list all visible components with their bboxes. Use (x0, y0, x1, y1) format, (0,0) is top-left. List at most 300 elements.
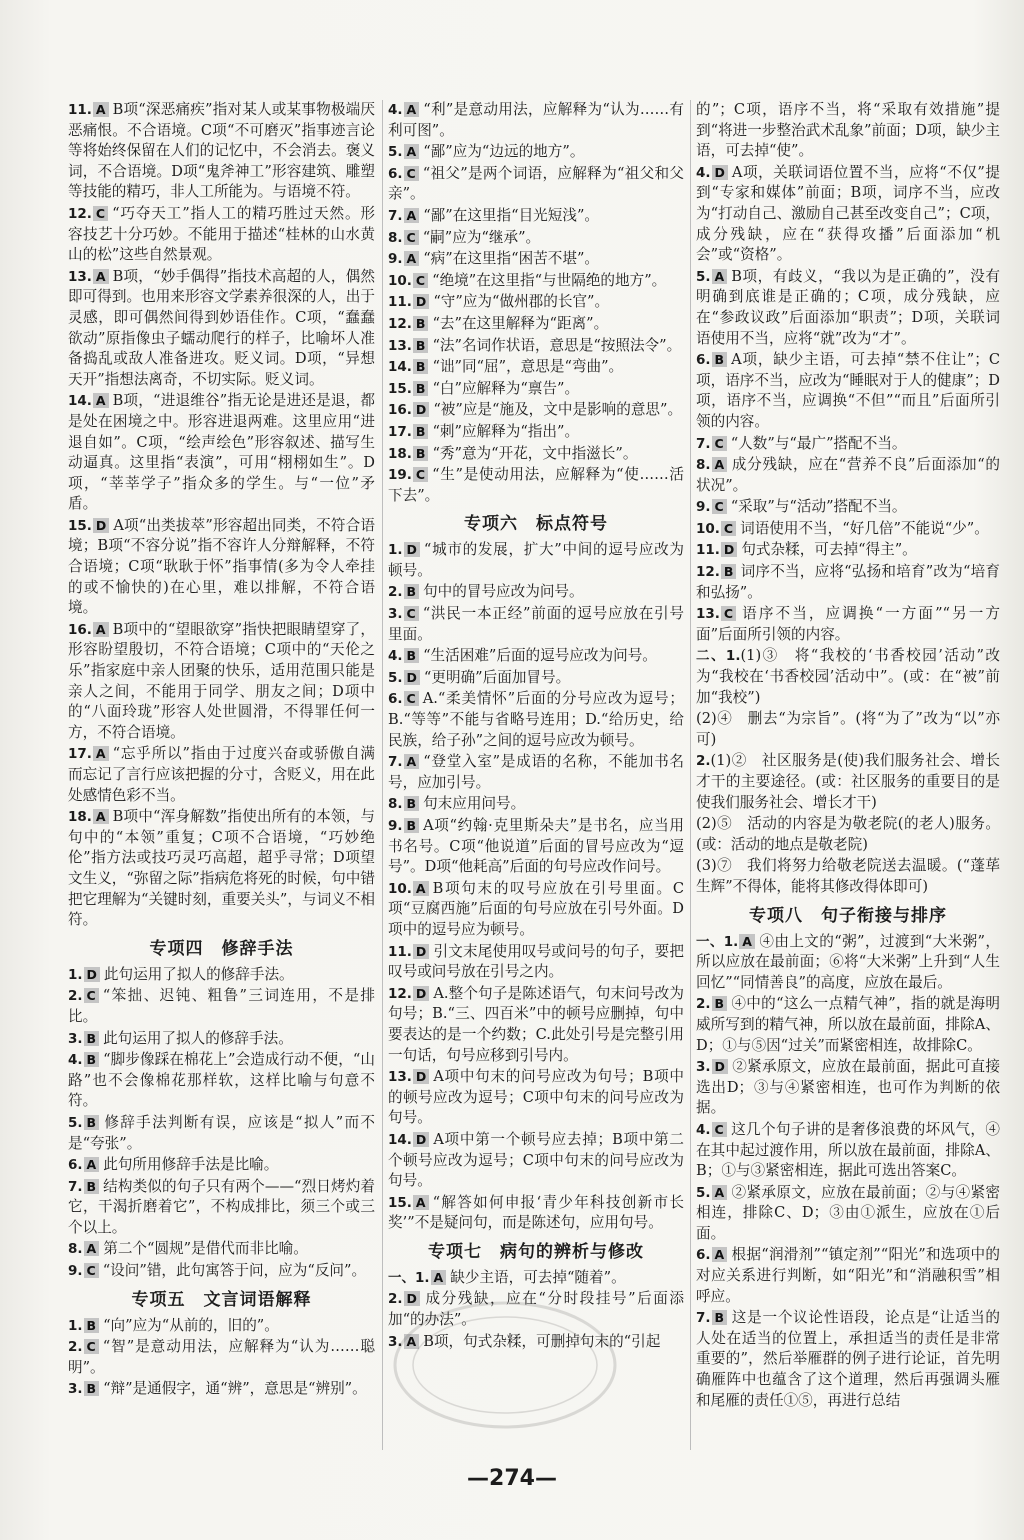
answer-choice: C (721, 521, 736, 536)
item-number: 一、1. (696, 933, 739, 950)
answer-item (388, 752, 684, 793)
item-number: 12. (696, 564, 720, 581)
explanation-text: “洪民一本正经”前面的逗号应放在引号里面。 (388, 605, 684, 643)
explanation-text: “守”应为“做州郡的长官”。 (433, 293, 610, 311)
explanation-text: 语序不当，应调换“一方面”“另一方面”后面所引领的内容。 (696, 605, 1000, 643)
explanation-text: 根据“润滑剂”“镇定剂”“阳光”和选项中的对应关系进行判断，如“阳光”和“消融积雪”相呼应。 (696, 1246, 1000, 1305)
item-number: 8. (696, 457, 711, 474)
explanation-text: 缺少主语，可去掉“随着”。 (450, 1268, 626, 1286)
answer-item (388, 422, 684, 443)
explanation-text: “设问”错，此句寓答于问，应为“反问”。 (102, 1262, 367, 1280)
item-number: 二、1. (696, 648, 741, 665)
explanation-text: 此句运用了拟人的修辞手法。 (103, 1029, 293, 1047)
item-number: 13. (388, 1069, 412, 1086)
item-number: 6. (388, 165, 403, 182)
item-number: 9. (388, 818, 403, 834)
answer-choice: B (404, 796, 420, 811)
explanation-text: 词语使用不当，“好几倍”不能说“少”。 (740, 519, 989, 537)
explanation-text: 修辞手法判断有误，应该是“拟人”而不是“夸张”。 (68, 1113, 375, 1152)
item-number: 1. (68, 1317, 83, 1334)
item-number: 19. (388, 467, 412, 484)
section-title: 专项五 文言词语解释 (131, 1289, 312, 1310)
answer-choice: B (413, 424, 429, 439)
answer-item (68, 744, 375, 806)
explanation-text: “向”应为“从前的，旧的”。 (103, 1316, 279, 1334)
answer-choice: C (721, 606, 736, 621)
item-number: 15. (388, 1194, 412, 1211)
item-number: 18. (68, 809, 92, 826)
answer-item (388, 540, 684, 581)
explanation-text: “脚步像踩在棉花上”会造成行动不便，“山路”也不会像棉花那样软，这样比喻与句意不符。 (68, 1051, 375, 1110)
item-number: 8. (388, 796, 403, 813)
item-number: 8. (388, 229, 403, 246)
answer-item (68, 516, 375, 619)
item-number: 2. (696, 753, 711, 770)
answer-item (388, 689, 684, 751)
answer-item (388, 379, 684, 400)
answer-item (68, 1050, 375, 1112)
column-right (696, 100, 1000, 1412)
explanation-text: “诎”同“屈”，意思是“弯曲”。 (432, 358, 624, 376)
explanation-text: “刺”应解释为“指出”。 (432, 422, 580, 440)
answer-item (388, 879, 684, 941)
answer-item (388, 942, 684, 983)
answer-item (68, 620, 375, 744)
explanation-text: “法”名词作状语，意思是“按照法令”。 (432, 336, 682, 354)
item-number: 4. (696, 1121, 711, 1138)
explanation-text: B项，句式杂糅，可删掉句末的“引起 (423, 1332, 661, 1350)
answer-choice: A (93, 622, 109, 637)
item-number: 一、1. (388, 1269, 430, 1286)
item-number: 3. (388, 606, 403, 623)
answer-choice: C (404, 691, 419, 706)
answer-item (696, 1183, 1000, 1245)
explanation-text: “采取”与“活动”搭配不当。 (730, 498, 907, 516)
item-number: 18. (388, 445, 412, 462)
answer-choice: A (404, 1334, 420, 1349)
answer-choice: B (84, 1318, 100, 1333)
answer-item (388, 249, 684, 270)
answer-item (696, 540, 1000, 561)
explanation-text: A项中第一个顿号应去掉；B项中第二个顿号应改为逗号；C项中句末的问号应改为句号。 (388, 1130, 684, 1190)
answer-item (68, 965, 375, 986)
answer-item (68, 100, 375, 203)
explanation-text: B项，有歧义，“我以为是正确的”，没有明确到底谁是正确的；C项，成分残缺，应在“参政议政”后面添加“职责”；D项，关联词语使用不当，应将“就”改为“才”。 (696, 267, 1000, 347)
item-number: 13. (68, 268, 92, 285)
explanation-text: “更明确”后面加冒号。 (423, 668, 571, 686)
answer-item (68, 1155, 375, 1176)
answer-item (388, 357, 684, 378)
answer-item (696, 751, 1000, 813)
answer-item (388, 336, 684, 357)
answer-item (388, 271, 684, 292)
item-number: 11. (388, 294, 412, 311)
explanation-text: 句末应用问号。 (423, 795, 526, 813)
answer-item (388, 465, 684, 506)
item-number: 13. (696, 606, 720, 623)
answer-item (696, 932, 1000, 994)
item-number: 2. (388, 1291, 403, 1308)
answer-item (68, 1029, 375, 1050)
section-title: 专项八 句子衔接与排序 (749, 905, 947, 926)
answer-choice: C (84, 1263, 99, 1278)
item-number: 5. (388, 669, 403, 686)
answer-choice: B (84, 1381, 100, 1396)
answer-choice: C (404, 606, 419, 621)
item-number: 13. (388, 337, 412, 354)
answer-choice: C (413, 273, 428, 288)
answer-item (68, 391, 375, 515)
explanation-text: “登堂入室”是成语的名称，不能加书名号，应加引号。 (388, 753, 684, 791)
answer-choice: A (712, 269, 728, 284)
explanation-text: A.“柔美情怀”后面的分号应改为逗号；B.“等等”不能与省略号连用；D.“给历史，给民族，给子孙”之间的逗号应改为顿号。 (388, 690, 684, 749)
answer-item (696, 646, 1000, 708)
answer-choice: B (712, 352, 728, 367)
answer-item (696, 1120, 1000, 1182)
explanation-text: A项，关联词语位置不当，应将“不仅”提到“专家和媒体”前面；B项，词序不当，应改为“打动自己、激励自己甚至改变自己”；C项，成分残缺，应在“获得攻播”后面添加“机会”或“资格”。 (696, 163, 1000, 264)
answer-item (388, 142, 684, 163)
explanation-text: “巧夺天工”指人工的精巧胜过天然。形容技艺十分巧妙。不能用于描述“桂林的山水黄山的松”这些自然景观。 (68, 204, 375, 264)
answer-choice: D (712, 165, 728, 180)
answer-item (68, 1316, 375, 1337)
answer-item (68, 986, 375, 1027)
answer-choice: B (413, 316, 429, 331)
explanation-text: “秀”意为“开花，文中指滋长”。 (432, 444, 638, 462)
answer-choice: B (84, 1179, 100, 1194)
answer-item (388, 100, 684, 141)
explanation-text: “嗣”应为“继承”。 (422, 228, 541, 246)
answer-choice: A (413, 1195, 429, 1210)
answer-item (696, 267, 1000, 349)
item-number: 11. (388, 943, 412, 960)
item-number: 15. (68, 517, 92, 534)
explanation-text: 这几个句子讲的是奢侈浪费的坏风气，④在其中起过渡作用，所以放在最前面，排除A、B；①与③紧密相连，据此可选出答案C。 (696, 1120, 1000, 1180)
item-number: 16. (388, 402, 412, 419)
section-title: 专项六 标点符号 (464, 514, 608, 535)
column-divider (382, 100, 383, 1450)
item-number: 4. (68, 1052, 83, 1069)
answer-item (388, 604, 684, 645)
answer-item (388, 444, 684, 465)
answer-item (68, 1177, 375, 1239)
answer-choice: C (413, 467, 428, 482)
answer-choice: A (431, 1270, 447, 1285)
explanation-text: “利”是意动用法，应解释为“认为……有利可图”。 (388, 101, 684, 139)
answer-choice: C (404, 230, 419, 245)
answer-item (388, 292, 684, 313)
answer-choice: B (712, 1310, 728, 1325)
answer-item (696, 519, 1000, 540)
page-number: —274— (467, 1466, 557, 1491)
answer-choice: A (93, 269, 109, 284)
answer-choice: B (413, 381, 429, 396)
answer-item (696, 1057, 1000, 1119)
explanation-text: A.整个句子是陈述语气，句末问号改为句号；B.“三、四百米”中的顿号应删掉，句中要表达的是一个约数；C.此处引号是完整引用一句话，句号应移到引号内。 (388, 984, 684, 1064)
answer-choice: C (93, 206, 108, 221)
answer-choice: D (413, 986, 429, 1001)
answer-choice: A (93, 393, 109, 408)
answer-item (696, 455, 1000, 496)
explanation-text: (2)⑤ 活动的内容是为敬老院(的老人)服务。(或：活动的地点是敬老院) (696, 815, 1000, 853)
answer-choice: B (721, 564, 737, 579)
item-number: 14. (388, 1131, 412, 1148)
item-number: 3. (68, 1381, 83, 1398)
item-number: 10. (388, 880, 412, 897)
item-number: 14. (68, 393, 92, 410)
explanation-text: B项中“浑身解数”指使出所有的本领，与句中的“本领”重复；C项不合语境，“巧妙绝伦”指方法或技巧灵巧高超，超乎寻常；D项望文生义，“弥留之际”指病危将死的时候，句中错把它理解为“关键时刻，重要关头”，与词义不相符。 (68, 808, 375, 929)
answer-choice: D (413, 1069, 429, 1084)
item-number: 7. (68, 1178, 83, 1195)
answer-item (696, 709, 1000, 750)
answer-item (696, 562, 1000, 603)
answer-item (68, 1261, 375, 1282)
item-number: 5. (696, 268, 711, 285)
answer-choice: D (404, 542, 420, 557)
answer-item (68, 1113, 375, 1154)
answer-choice: D (413, 1132, 429, 1147)
column-middle (388, 100, 684, 1353)
explanation-text: “人数”与“最广”搭配不当。 (730, 434, 907, 452)
answer-item (696, 100, 1000, 162)
watermark-seal (380, 1290, 630, 1440)
answer-choice: D (413, 402, 429, 417)
answer-item (696, 856, 1000, 897)
explanation-text: “生活困难”后面的逗号应改为问号。 (423, 647, 657, 665)
explanation-text: “解答如何申报‘青少年科技创新市长奖’”不是疑问句，而是陈述句，应用句号。 (388, 1193, 684, 1232)
answer-item (68, 267, 375, 391)
answer-choice: B (84, 1115, 100, 1130)
answer-choice: A (93, 102, 109, 117)
item-number: 2. (68, 988, 83, 1005)
answer-choice: D (712, 1059, 728, 1074)
section-title: 专项七 病句的辨析与修改 (428, 1241, 644, 1262)
answer-choice: A (84, 1157, 100, 1172)
answer-choice: B (84, 1052, 100, 1067)
column-divider (690, 100, 691, 1450)
answer-item (388, 582, 684, 603)
explanation-text: ②紧承原文，应放在最前面，据此可直接选出D；③与④紧密相连，也可作为判断的依据。 (696, 1058, 1000, 1117)
answer-item (388, 646, 684, 667)
item-number: 5. (696, 1184, 711, 1201)
explanation-text: ④由上文的“粥”，过渡到“大米粥”，所以应放在最前面；⑥将“大米粥”上升到“人生回忆”“同情善良”的高度，应放在最后。 (696, 932, 1000, 991)
explanation-text: ④中的“这么一点精气神”，指的就是海明威所写到的精气神，所以放在最前面，排除A、D；①与⑤因“过关”而紧密相连，故排除C。 (696, 995, 1000, 1054)
item-number: 2. (388, 584, 403, 601)
explanation-text: “病”在这里指“困苦不堪”。 (423, 250, 600, 268)
answer-choice: C (84, 1339, 99, 1354)
explanation-text: 此句运用了拟人的修辞手法。 (103, 965, 294, 983)
item-number: 6. (696, 1247, 711, 1264)
answer-choice: B (712, 996, 728, 1011)
answer-item (388, 1193, 684, 1234)
item-number: 10. (388, 272, 412, 289)
explanation-text: B项“深恶痛疾”指对某人或某事物极端厌恶痛恨。不合语境。C项“不可磨灭”指事迹言论等将始终保留在人们的记忆中，不会消去。褒义词，不合语境。D项“鬼斧神工”形容建筑、雕塑等技能的精巧，非人工所能为。与语境不符。 (68, 101, 375, 201)
explanation-text: “被”应是“施及，文中是影响的意思”。 (433, 401, 683, 419)
answer-choice: A (404, 754, 420, 769)
answer-item (68, 807, 375, 931)
item-number: 11. (68, 102, 92, 118)
explanation-text: “辩”是通假字，通“辨”，意思是“辨别”。 (103, 1380, 367, 1398)
item-number: 14. (388, 359, 412, 376)
item-number: 3. (68, 1030, 83, 1047)
answer-item (696, 1245, 1000, 1307)
answer-item (696, 814, 1000, 855)
explanation-text: “祖父”是两个词语，应解释为“祖父和父亲”。 (388, 164, 684, 203)
explanation-text: (3)⑦ 我们将努力给敬老院送去温暖。(“蓬荜生辉”不得体，能将其修改得体即可) (696, 857, 1000, 895)
explanation-text: (1)② 社区服务是(使)我们服务社会、增长才干的主要途径。(或：社区服务的重要目的是使我们服务社会、增长才干) (696, 752, 1000, 811)
item-number: 6. (388, 691, 403, 708)
answer-item (68, 1337, 375, 1378)
answer-choice: A (739, 934, 755, 949)
item-number: 3. (696, 1059, 711, 1076)
item-number: 10. (696, 520, 720, 537)
item-number: 7. (388, 754, 403, 771)
answer-item (696, 350, 1000, 432)
item-number: 1. (388, 542, 403, 559)
answer-item (696, 1308, 1000, 1411)
answer-choice: D (404, 1291, 420, 1306)
answer-choice: B (404, 584, 420, 599)
explanation-text: “城市的发展，扩大”中间的逗号应改为顿号。 (388, 541, 684, 579)
explanation-text: ②紧承原文，应放在最前面；②与④紧密相连，排除C、D；③由①派生，应放在①后面。 (696, 1183, 1000, 1242)
explanation-text: “鄙”在这里指“目光短浅”。 (423, 206, 600, 224)
answer-item (696, 604, 1000, 645)
answer-item (696, 163, 1000, 266)
explanation-text: A项，缺少主语，可去掉“禁不住让”；C项，语序不当，应改为“睡眠对于人的健康”；D项，语序不当，应调换“不但”“而且”后面所引领的内容。 (696, 351, 1000, 430)
answer-choice: A (712, 1247, 728, 1262)
answer-item (388, 984, 684, 1066)
item-number: 4. (696, 164, 711, 181)
answer-choice: C (712, 1122, 727, 1137)
answer-choice: D (84, 967, 100, 982)
answer-choice: A (712, 1185, 728, 1200)
column-left (68, 100, 375, 1401)
item-number: 3. (388, 1333, 403, 1350)
item-number: 2. (696, 996, 711, 1013)
explanation-text: (1)③ 将“我校的‘书香校园’活动”改为“我校在‘书香校园’活动中”。(或：在“被”前加“我校”) (696, 647, 1001, 706)
answer-item (388, 1130, 684, 1192)
answer-item (68, 204, 375, 266)
explanation-text: (2)④ 删去“为宗旨”。(将“为了”改为“以”亦可) (696, 710, 1000, 748)
explanation-text: “笨拙、迟钝、粗鲁”三词连用，不是排比。 (68, 987, 375, 1025)
answer-item (388, 206, 684, 227)
explanation-text: A项中句末的问号应改为句号；B项中的顿号应改为逗号；C项中句末的问号应改为句号。 (388, 1068, 684, 1127)
item-number: 17. (388, 423, 412, 440)
explanation-text: “生”是使动用法，应解释为“使……活下去”。 (388, 466, 684, 504)
explanation-text: 句式杂糅，可去掉“得主”。 (741, 541, 917, 559)
answer-choice: C (712, 499, 727, 514)
answer-choice: B (404, 818, 420, 833)
item-number: 12. (388, 315, 412, 332)
answer-choice: D (413, 944, 429, 959)
explanation-text: 句中的冒号应改为问号。 (423, 583, 584, 601)
answer-item (388, 164, 684, 205)
answer-item (388, 400, 684, 421)
item-number: 12. (68, 205, 92, 222)
explanation-text: 的”；C项，语序不当，将“采取有效措施”提到“将进一步整治武术乱象”前面；D项，缺少主语，可去掉“使”。 (696, 101, 1000, 160)
answer-item (388, 1067, 684, 1129)
explanation-text: “鄙”应为“边远的地方”。 (423, 143, 585, 161)
answer-choice: D (93, 518, 109, 533)
answer-item (388, 668, 684, 689)
explanation-text: “绝境”在这里指“与世隔绝的地方”。 (432, 271, 667, 289)
explanation-text: 第二个“圆规”是借代而非比喻。 (103, 1240, 308, 1258)
answer-choice: A (413, 881, 429, 896)
answer-choice: A (93, 746, 109, 761)
answer-choice: A (404, 251, 420, 266)
explanation-text: “白”应解释为“禀告”。 (432, 379, 580, 397)
explanation-text: B项中的“望眼欲穿”指快把眼睛望穿了，形容盼望殷切，不符合语境；C项中的“天伦之乐”指家庭中亲人团聚的快乐，适用范围只能是亲人之间，不能用于同学、朋友之间；D项中的“八面玲珑”形容人处世圆滑，不得罪任何一方，不符合语境。 (68, 620, 375, 741)
answer-item (68, 1239, 375, 1260)
answer-choice: B (413, 446, 429, 461)
answer-item (68, 1379, 375, 1400)
answer-choice: B (84, 1031, 100, 1046)
answer-choice: A (404, 102, 420, 117)
answer-item (388, 228, 684, 249)
explanation-text: 成分残缺，应在“营养不良”后面添加“的状况”。 (696, 456, 1000, 494)
explanation-text: B项句末的叹号应放在引号里面。C项“豆腐西施”后面的句号应放在引号外面。D项中的逗号应为顿号。 (388, 879, 684, 938)
answer-choice: A (93, 809, 109, 824)
item-number: 7. (388, 207, 403, 224)
item-number: 4. (388, 648, 403, 665)
answer-choice: B (413, 359, 429, 374)
explanation-text: B项，“进退维谷”指无论是进还是退，都是处在困境之中。形容进退两难。这里应用“进退自如”。C项，“绘声绘色”形容叙述、描写生动逼真。这里指“表演”，可用“栩栩如生”。D项，“莘莘学子”指众多的学生。与“一位”矛盾。 (68, 392, 375, 513)
item-number: 9. (388, 251, 403, 268)
answer-choice: A (404, 208, 420, 223)
answer-item (388, 314, 684, 335)
explanation-text: 此句所用修辞手法是比喻。 (103, 1156, 279, 1174)
answer-choice: D (721, 542, 737, 557)
item-number: 5. (68, 1114, 83, 1131)
answer-item (696, 994, 1000, 1056)
item-number: 15. (388, 380, 412, 397)
item-number: 7. (696, 435, 711, 452)
explanation-text: “忘乎所以”指由于过度兴奋或骄傲自满而忘记了言行应该把握的分寸，含贬义，用在此处感情色彩不当。 (68, 745, 375, 804)
item-number: 6. (68, 1157, 83, 1174)
answer-item (388, 794, 684, 815)
explanation-text: B项，“妙手偶得”指技术高超的人，偶然即可得到。也用来形容文学素养很深的人，出于灵感，即可偶然间得到妙语佳作。C项，“蠢蠢欲动”原指像虫子蠕动爬行的样子，比喻坏人准备捣乱或敌人准备进攻。贬义词。D项，“异想天开”指想法离奇，不切实际。贬义词。 (68, 267, 375, 388)
item-number: 11. (696, 542, 720, 559)
explanation-text: 成分残缺，应在“分时段挂号”后面添加“的办法”。 (388, 1290, 684, 1329)
item-number: 4. (388, 102, 403, 118)
answer-item (388, 1268, 684, 1289)
item-number: 12. (388, 985, 412, 1002)
explanation-text: 这是一个议论性语段，论点是“让适当的人处在适当的位置上，承担适当的责任是非常重要的”，然后举雁群的例子进行论证，首先明确雁阵中也蕴含了这个道理，然后再强调头雁和尾雁的责任①⑤，再进行总结 (696, 1309, 1000, 1409)
section-title: 专项四 修辞手法 (149, 938, 294, 959)
item-number: 7. (696, 1310, 711, 1327)
explanation-text: A项“出类拔萃”形容超出同类，不符合语境；B项“不容分说”指不容许人分辩解释，不符合语境；C项“耿耿于怀”指事情(多为令人牵挂的或不愉快的)在心里，难以排解，不符合语境。 (68, 516, 375, 617)
item-number: 2. (68, 1339, 83, 1356)
answer-choice: A (712, 457, 728, 472)
answer-choice: A (84, 1241, 100, 1256)
explanation-text: 结构类似的句子只有两个——“烈日烤灼着它，干渴折磨着它”，不构成排比，须三个或三个以上。 (68, 1177, 375, 1236)
answer-choice: C (84, 988, 99, 1003)
answer-choice: A (404, 144, 420, 159)
explanation-text: “智”是意动用法，应解释为“认为……聪明”。 (68, 1338, 375, 1376)
item-number: 16. (68, 621, 92, 638)
answer-item (696, 434, 1000, 455)
item-number: 5. (388, 144, 403, 161)
answer-item (388, 816, 684, 878)
explanation-text: 词序不当，应将“弘扬和培育”改为“培育和弘扬”。 (696, 563, 1000, 601)
item-number: 17. (68, 746, 92, 763)
item-number: 9. (68, 1263, 83, 1280)
explanation-text: 引文末尾使用叹号或问号的句子，要把叹号或问号放在引号之内。 (388, 942, 684, 981)
explanation-text: A项“约翰·克里斯朵夫”是书名，应当用书名号。C项“他说道”后面的冒号应改为“逗号”。D项“他耗高”后面的句号应改作问号。 (388, 817, 684, 876)
answer-choice: C (712, 436, 727, 451)
answer-item (696, 497, 1000, 518)
item-number: 1. (68, 966, 83, 983)
answer-choice: C (404, 166, 419, 181)
